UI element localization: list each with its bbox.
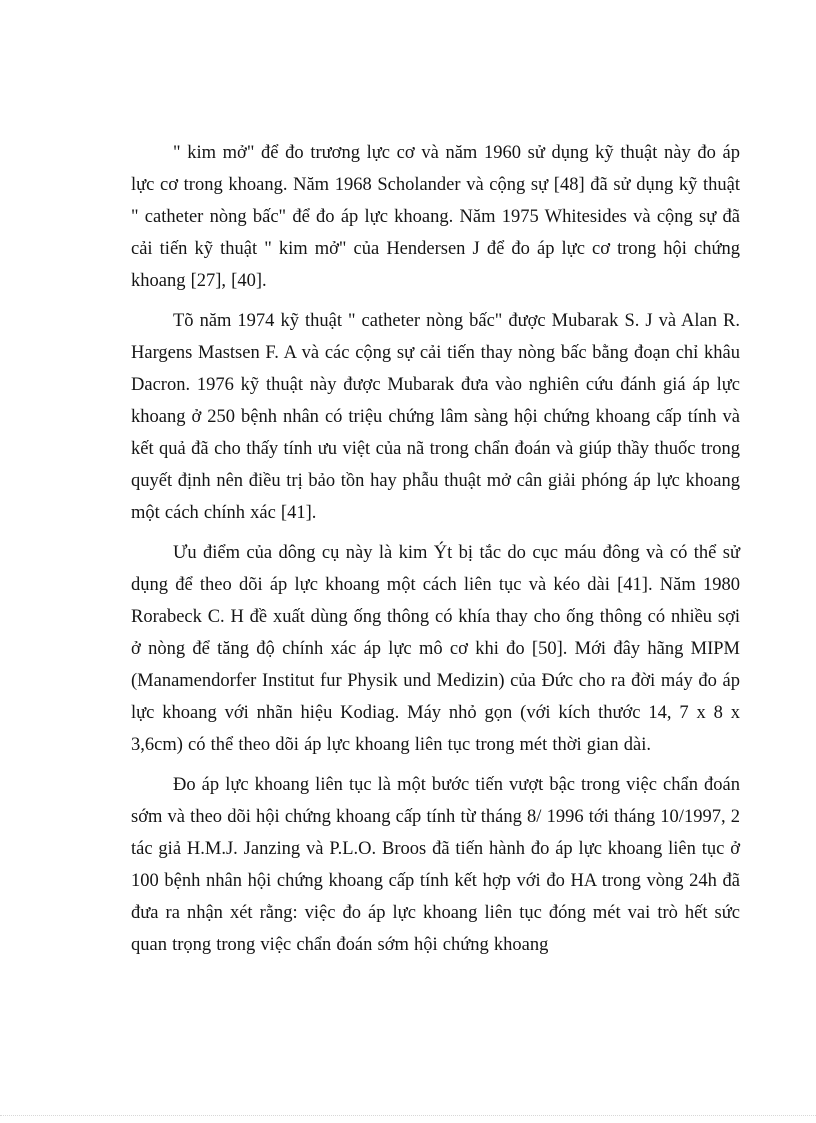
paragraph-1: " kim mở" để đo trương lực cơ và năm 1960 sử dụng kỹ thuật này đo áp lực cơ trong khoang. Năm 1968 Scholander và cộng sự [48] đã sử dụng kỹ thuật " catheter nòng bấc" để đo áp lực khoang. Năm 1975 Whitesides và cộng sự đã cải tiến kỹ thuật " kim mở" của Hendersen J để đo áp lực cơ trong hội chứng khoang [27], [40].	[131, 143, 740, 291]
body-text	[131, 137, 740, 969]
page-bottom-divider	[0, 1115, 816, 1116]
paragraph-3: Ưu điểm của dông cụ này là kim Ýt bị tắc do cục máu đông và có thể sử dụng để theo dõi áp lực khoang một cách liên tục và kéo dài [41]. Năm 1980 Rorabeck C. H đề xuất dùng ống thông có khía thay cho ống thông có nhiều sợi ở nòng để tăng độ chính xác áp lực mô cơ khi đo [50]. Mới đây hãng MIPM (Manamendorfer Institut fur Physik und Medizin) của Đức cho ra đời máy đo áp lực khoang với nhãn hiệu Kodiag. Máy nhỏ gọn (với kích thước 14, 7 x 8 x 3,6cm) có thể theo dõi áp lực khoang liên tục trong mét thời gian dài.	[131, 543, 740, 755]
paragraph-2: Tõ năm 1974 kỹ thuật " catheter nòng bấc" được Mubarak S. J và Alan R. Hargens Mastsen F. A và các cộng sự cải tiến thay nòng bấc bằng đoạn chỉ khâu Dacron. 1976 kỹ thuật này được Mubarak đưa vào nghiên cứu đánh giá áp lực khoang ở 250 bệnh nhân có triệu chứng lâm sàng hội chứng khoang cấp tính và kết quả đã cho thấy tính ưu việt của nã trong chẩn đoán và giúp thầy thuốc trong quyết định nên điều trị bảo tồn hay phẫu thuật mở cân giải phóng áp lực khoang một cách chính xác [41].	[131, 311, 740, 523]
paragraph-4: Đo áp lực khoang liên tục là một bước tiến vượt bậc trong việc chẩn đoán sớm và theo dõi hội chứng khoang cấp tính từ tháng 8/ 1996 tới tháng 10/1997, 2 tác giả H.M.J. Janzing và P.L.O. Broos đã tiến hành đo áp lực khoang liên tục ở 100 bệnh nhân hội chứng khoang cấp tính kết hợp với đo HA trong vòng 24h đã đưa ra nhận xét rằng: việc đo áp lực khoang liên tục đóng mét vai trò hết sức quan trọng trong việc chẩn đoán sớm hội chứng khoang	[131, 775, 740, 955]
